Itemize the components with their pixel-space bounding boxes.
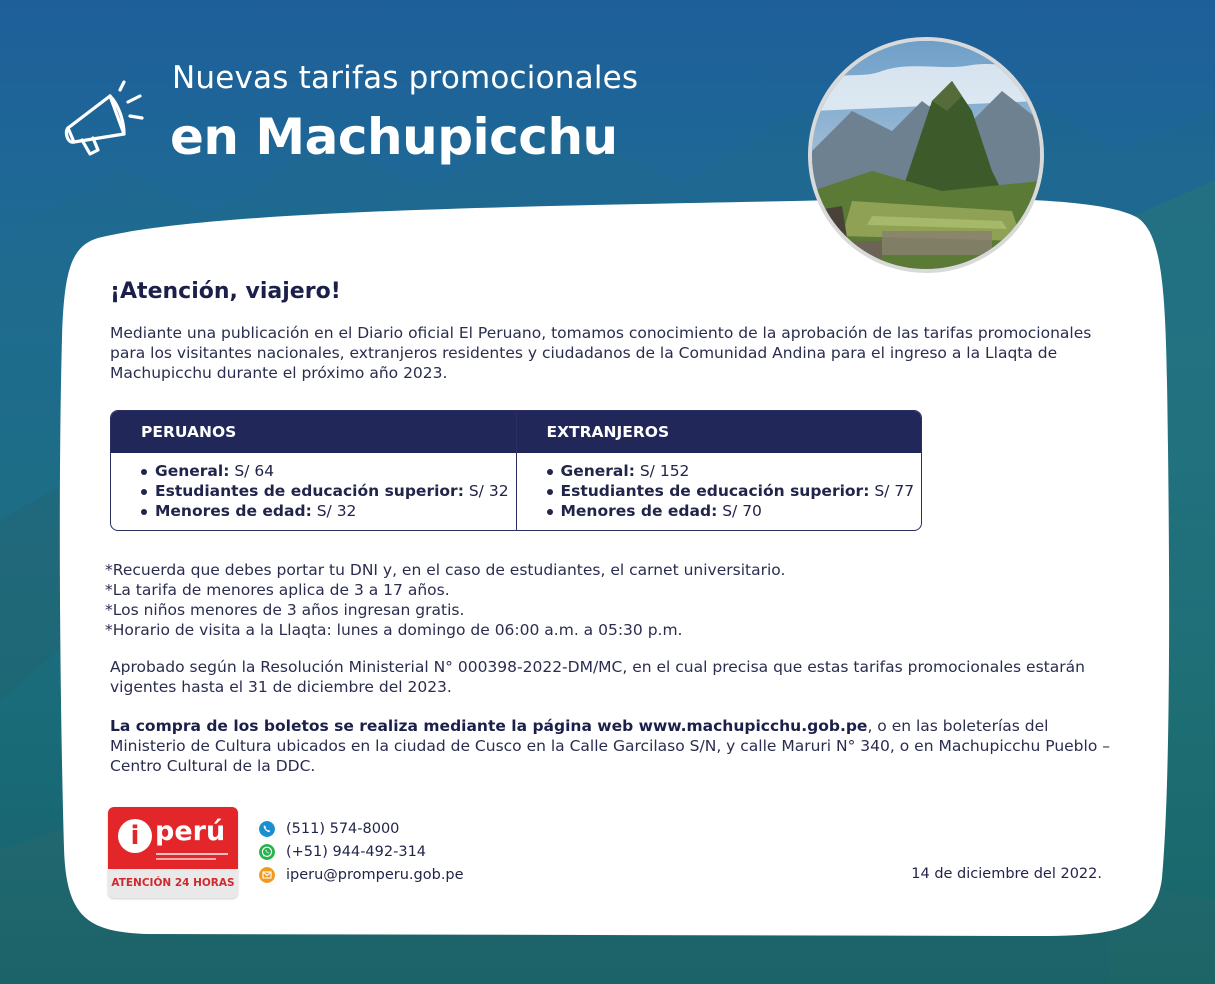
iperu-word: perú	[155, 816, 226, 847]
price-item: Estudiantes de educación superior: S/ 32	[141, 481, 516, 501]
email-icon	[259, 867, 275, 883]
megaphone-icon	[60, 76, 146, 156]
prices-table	[110, 410, 922, 531]
note-line: *Horario de visita a la Llaqta: lunes a domingo de 06:00 a.m. a 05:30 p.m.	[105, 621, 683, 639]
resolution-paragraph: Aprobado según la Resolución Ministerial N° 000398-2022-DM/MC, en el cual precisa que estas tarifas promocionales estarán vigentes hasta el 31 de diciembre del 2023.	[110, 658, 1085, 696]
iperu-logo	[108, 807, 238, 898]
price-item: Menores de edad: S/ 32	[141, 501, 516, 521]
price-item: Menores de edad: S/ 70	[547, 501, 922, 521]
phone-icon	[259, 821, 275, 837]
contact-whatsapp[interactable]	[258, 842, 464, 865]
price-item: General: S/ 64	[141, 461, 516, 481]
intro-paragraph: Mediante una publicación en el Diario oficial El Peruano, tomamos conocimiento de la aprobación de las tarifas promocionales para los visitantes nacionales, extranjeros residentes y ciudadanos de la Comunidad Andina para el ingreso a la Llaqta de Machupicchu durante el próximo año 2023.	[110, 324, 1092, 382]
title-line1: Nuevas tarifas promocionales	[172, 60, 639, 96]
title-line2: en Machupicchu	[170, 108, 618, 166]
iperu-badge: ATENCIÓN 24 HORAS	[111, 877, 235, 889]
attention-heading: ¡Atención, viajero!	[110, 279, 341, 304]
price-item: General: S/ 152	[547, 461, 922, 481]
purchase-bold: La compra de los boletos se realiza mediante la página web www.machupicchu.gob.pe	[110, 717, 868, 735]
phone-text: (511) 574-8000	[286, 821, 400, 837]
price-item: Estudiantes de educación superior: S/ 77	[547, 481, 922, 501]
notes	[105, 560, 1105, 640]
note-line: *Recuerda que debes portar tu DNI y, en el caso de estudiantes, el carnet universitario.	[105, 561, 786, 579]
peruanos-column	[111, 411, 516, 530]
purchase-paragraph	[110, 716, 1110, 776]
header	[60, 58, 780, 188]
purchase-rest: , o en las boleterías del Ministerio de Cultura ubicados en la ciudad de Cusco en la Calle Garcilaso S/N, y calle Maruri N° 340, o en Machupicchu Pueblo – Centro Cultural de la DDC.	[110, 717, 1110, 775]
contacts	[258, 819, 464, 888]
contact-phone[interactable]	[258, 819, 464, 842]
extranjeros-header: EXTRANJEROS	[517, 411, 922, 453]
iperu-letter: i	[118, 819, 152, 853]
note-line: *La tarifa de menores aplica de 3 a 17 años.	[105, 581, 450, 599]
publication-date: 14 de diciembre del 2022.	[911, 866, 1102, 882]
email-text: iperu@promperu.gob.pe	[286, 867, 464, 883]
machupicchu-photo	[808, 37, 1044, 273]
whatsapp-text: (+51) 944-492-314	[286, 844, 427, 860]
note-line: *Los niños menores de 3 años ingresan gratis.	[105, 601, 465, 619]
whatsapp-icon	[259, 844, 275, 860]
contact-email[interactable]	[258, 865, 464, 888]
peruanos-header: PERUANOS	[111, 411, 516, 453]
extranjeros-column	[516, 411, 922, 530]
